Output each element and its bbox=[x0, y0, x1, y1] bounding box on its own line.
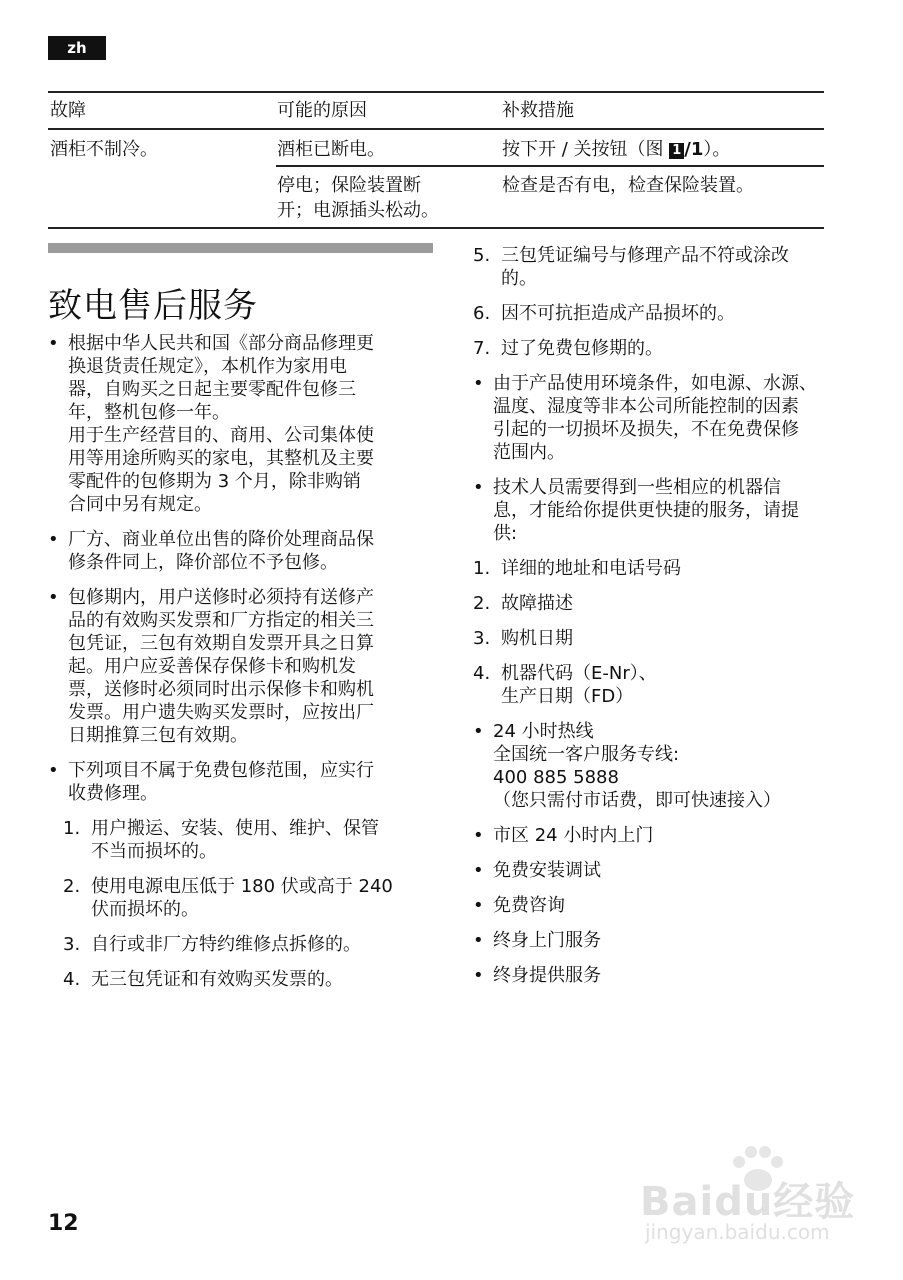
list-item bbox=[473, 592, 853, 615]
watermark-url: jingyan.baidu.com bbox=[645, 1220, 830, 1244]
text-line: 器，自购买之日起主要零配件包修三 bbox=[68, 379, 356, 400]
bullet-dot: • bbox=[48, 587, 59, 608]
text-line: 故障描述 bbox=[501, 593, 573, 614]
list-number: 1. bbox=[473, 558, 491, 579]
text-line: 自行或非厂方特约维修点拆修的。 bbox=[91, 934, 361, 955]
text-line: 品的有效购买发票和厂方指定的相关三 bbox=[68, 610, 374, 631]
bullet-dot: • bbox=[473, 895, 484, 916]
bullet-dot: • bbox=[473, 477, 484, 498]
row2-remedy: 检查是否有电，检查保险装置。 bbox=[502, 175, 754, 196]
language-badge: zh bbox=[48, 36, 106, 60]
text-line: 收费修理。 bbox=[68, 783, 158, 804]
figure-badge: 1 bbox=[669, 143, 684, 159]
row1-fault: 酒柜不制冷。 bbox=[50, 139, 158, 160]
bullet-dot: • bbox=[473, 965, 484, 986]
text-line: 用等用途所购买的家电，其整机及主要 bbox=[68, 448, 374, 469]
list-item bbox=[473, 337, 853, 360]
header-cause: 可能的原因 bbox=[277, 100, 367, 121]
text-line: 的。 bbox=[501, 268, 537, 289]
table-row-rule bbox=[276, 165, 824, 167]
text-line: 免费安装调试 bbox=[493, 860, 601, 881]
text-line: 无三包凭证和有效购买发票的。 bbox=[91, 969, 343, 990]
text-line: 合同中另有规定。 bbox=[68, 494, 212, 515]
text-line: （您只需付市话费，即可快速接入） bbox=[493, 790, 781, 811]
text-line: 包修期内，用户送修时必须持有送修产 bbox=[68, 587, 374, 608]
text-line: 范围内。 bbox=[493, 442, 565, 463]
right-column bbox=[473, 244, 853, 999]
bullet-paid-repair bbox=[48, 759, 443, 805]
text-line: 全国统一客户服务专线: bbox=[493, 744, 680, 765]
text-line: 修条件同上，降价部位不予包修。 bbox=[68, 552, 338, 573]
figure-number: /1 bbox=[684, 139, 704, 160]
text-line: 不当而损坏的。 bbox=[91, 841, 217, 862]
bullet-dot: • bbox=[48, 333, 59, 354]
list-number: 4. bbox=[473, 663, 491, 684]
bullet-service bbox=[473, 824, 853, 847]
list-item bbox=[473, 662, 853, 708]
list-item bbox=[63, 968, 443, 991]
text-line: 引起的一切损坏及损失，不在免费保修 bbox=[493, 419, 799, 440]
bullet-repair-period bbox=[48, 586, 443, 747]
text-line: 用户搬运、安装、使用、维护、保管 bbox=[91, 818, 379, 839]
text-line: 市区 24 小时内上门 bbox=[493, 825, 654, 846]
bullet-dot: • bbox=[473, 721, 484, 742]
list-number: 7. bbox=[473, 338, 491, 359]
text-line: 详细的地址和电话号码 bbox=[501, 558, 681, 579]
bullet-dot: • bbox=[473, 825, 484, 846]
list-number: 3. bbox=[473, 628, 491, 649]
bullet-warranty bbox=[48, 332, 443, 516]
list-number: 6. bbox=[473, 303, 491, 324]
bullet-technician-info bbox=[473, 476, 853, 545]
text-line: 年，整机包修一年。 bbox=[68, 402, 230, 423]
bullet-dot: • bbox=[473, 930, 484, 951]
text-line: 起。用户应妥善保存保修卡和购机发 bbox=[68, 656, 356, 677]
text-line: 过了免费包修期的。 bbox=[501, 338, 663, 359]
row1-remedy bbox=[502, 137, 730, 162]
text-line: 供: bbox=[493, 523, 518, 544]
bullet-service bbox=[473, 859, 853, 882]
bullet-discount bbox=[48, 528, 443, 574]
row2-cause-line: 停电；保险装置断 bbox=[277, 175, 421, 196]
header-remedy: 补救措施 bbox=[502, 100, 574, 121]
text-line: 温度、湿度等非本公司所能控制的因素 bbox=[493, 396, 799, 417]
list-number: 5. bbox=[473, 245, 491, 266]
section-bar bbox=[48, 243, 433, 253]
text-line: 用于生产经营目的、商用、公司集体使 bbox=[68, 425, 374, 446]
text-line: 包凭证，三包有效期自发票开具之日算 bbox=[68, 633, 374, 654]
list-number: 3. bbox=[63, 934, 81, 955]
section-title: 致电售后服务 bbox=[48, 286, 258, 326]
text-line: 终身提供服务 bbox=[493, 965, 601, 986]
bullet-hotline bbox=[473, 720, 853, 812]
row1-remedy-end: ）。 bbox=[703, 139, 731, 160]
row1-remedy-text: 按下开 / 关按钮（图 bbox=[502, 139, 670, 160]
text-line: 息，才能给你提供更快捷的服务，请提 bbox=[493, 500, 799, 521]
text-line: 伏而损坏的。 bbox=[91, 899, 199, 920]
row2-cause-line: 开；电源插头松动。 bbox=[277, 200, 439, 221]
bullet-environment bbox=[473, 372, 853, 464]
bullet-service bbox=[473, 929, 853, 952]
text-line: 机器代码（E-Nr）、 bbox=[501, 663, 657, 684]
bullet-dot: • bbox=[48, 529, 59, 550]
text-line: 免费咨询 bbox=[493, 895, 565, 916]
text-line: 下列项目不属于免费包修范围，应实行 bbox=[68, 760, 374, 781]
text-line: 三包凭证编号与修理产品不符或涂改 bbox=[501, 245, 789, 266]
list-item bbox=[63, 933, 443, 956]
text-line: 技术人员需要得到一些相应的机器信 bbox=[493, 477, 781, 498]
bullet-dot: • bbox=[48, 760, 59, 781]
list-number: 4. bbox=[63, 969, 81, 990]
bullet-service bbox=[473, 964, 853, 987]
text-line: 根据中华人民共和国《部分商品修理更 bbox=[68, 333, 374, 354]
watermark-brand: Baidu经验 bbox=[640, 1179, 856, 1225]
list-number: 2. bbox=[63, 876, 81, 897]
row2-cause bbox=[277, 173, 439, 223]
text-line: 厂方、商业单位出售的降价处理商品保 bbox=[68, 529, 374, 550]
table-bottom-rule bbox=[48, 227, 824, 229]
list-item bbox=[473, 627, 853, 650]
table-top-rule bbox=[48, 91, 824, 93]
header-fault: 故障 bbox=[50, 100, 86, 121]
text-line: 发票。用户遗失购买发票时，应按出厂 bbox=[68, 702, 374, 723]
page-number: 12 bbox=[48, 1211, 79, 1236]
list-item bbox=[63, 817, 443, 863]
text-line: 日期推算三包有效期。 bbox=[68, 725, 248, 746]
bullet-service bbox=[473, 894, 853, 917]
list-item bbox=[473, 302, 853, 325]
list-number: 2. bbox=[473, 593, 491, 614]
row1-cause: 酒柜已断电。 bbox=[277, 139, 385, 160]
table-header-rule bbox=[48, 128, 824, 130]
list-item bbox=[473, 244, 853, 290]
hotline-number: 400 885 5888 bbox=[493, 767, 619, 788]
list-item bbox=[63, 875, 443, 921]
text-line: 终身上门服务 bbox=[493, 930, 601, 951]
text-line: 使用电源电压低于 180 伏或高于 240 bbox=[91, 876, 393, 897]
list-item bbox=[473, 557, 853, 580]
text-line: 因不可抗拒造成产品损坏的。 bbox=[501, 303, 735, 324]
text-line: 票，送修时必须同时出示保修卡和购机 bbox=[68, 679, 374, 700]
text-line: 24 小时热线 bbox=[493, 721, 594, 742]
list-number: 1. bbox=[63, 818, 81, 839]
text-line: 零配件的包修期为 3 个月，除非购销 bbox=[68, 471, 361, 492]
text-line: 购机日期 bbox=[501, 628, 573, 649]
bullet-dot: • bbox=[473, 860, 484, 881]
left-column bbox=[48, 332, 443, 1003]
text-line: 换退货责任规定》，本机作为家用电 bbox=[68, 356, 347, 377]
text-line: 生产日期（FD） bbox=[501, 686, 634, 707]
text-line: 由于产品使用环境条件，如电源、水源、 bbox=[493, 373, 817, 394]
bullet-dot: • bbox=[473, 373, 484, 394]
